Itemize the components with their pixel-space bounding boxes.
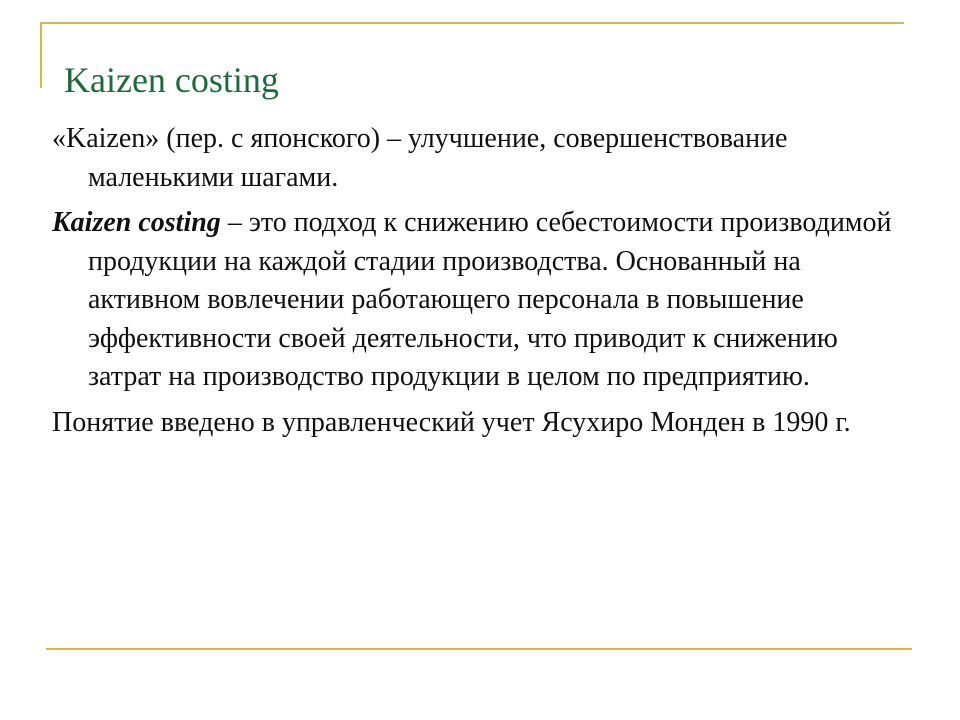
left-decorative-rule — [40, 22, 42, 88]
slide-body — [52, 120, 912, 449]
slide-title: Kaizen costing — [64, 60, 279, 100]
definition-paragraph: «Kaizen» (пер. с японского) – улучшение, совершенствование маленькими шагами. — [52, 123, 788, 193]
origin-paragraph: Понятие введено в управленческий учет Ясухиро Монден в 1990 г. — [52, 406, 851, 438]
approach-paragraph — [52, 204, 912, 397]
approach-text: – это подход к снижению себестоимости производимой продукции на каждой стадии производства. Основанный на активном вовлечении работающего персонала в повышение эффективности своей деятельности, что приводит к снижению затрат на производство продукции в целом по предприятию. — [88, 207, 892, 392]
top-decorative-rule — [40, 22, 904, 24]
kaizen-costing-term: Kaizen costing — [52, 207, 221, 238]
bottom-decorative-rule — [46, 648, 912, 650]
